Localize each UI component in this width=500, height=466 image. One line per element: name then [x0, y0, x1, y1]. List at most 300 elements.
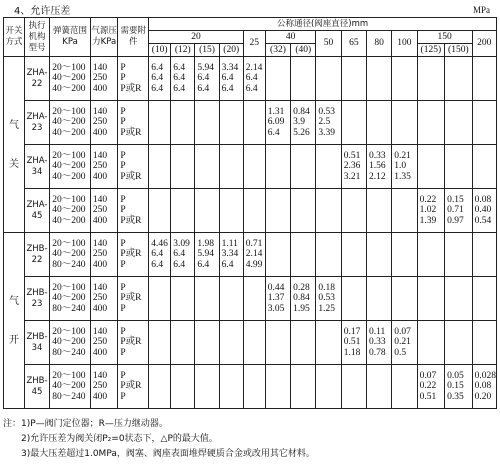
accessory-cell — [118, 233, 149, 277]
accessory-value: P或R — [120, 381, 142, 392]
pressure-diff-cell — [392, 145, 417, 189]
pressure-diff-cell — [366, 101, 391, 145]
spring-range-value: 40～200 — [52, 127, 86, 138]
accessory-cell — [118, 189, 149, 233]
pressure-diff-value: 0.33 — [368, 337, 386, 348]
pressure-diff-cell — [265, 189, 290, 233]
actuator-model-cell: ZHB-45 — [24, 365, 49, 409]
pressure-diff-value: 4.46 — [151, 238, 168, 249]
pressure-diff-value: 0.51 — [343, 337, 361, 348]
accessory-value: P — [120, 347, 126, 358]
air-pressure-value: 140 — [92, 282, 108, 293]
air-pressure-value: 140 — [92, 194, 108, 205]
pressure-diff-value: 0.21 — [394, 150, 411, 161]
spring-range-value: 40～200 — [52, 117, 86, 128]
pressure-diff-value: 0.08 — [474, 194, 492, 205]
air-pressure-value: 400 — [92, 215, 108, 226]
pressure-diff-cell — [219, 321, 243, 365]
pressure-diff-cell — [472, 101, 496, 145]
pressure-diff-cell — [445, 233, 473, 277]
accessory-cell — [118, 101, 149, 145]
actuator-model-cell: ZHA-34 — [24, 145, 49, 189]
pressure-diff-value: 0.44 — [267, 282, 285, 293]
table-row — [4, 365, 497, 409]
actuator-model-cell: ZHB-23 — [24, 277, 49, 321]
pressure-diff-value: 6.4 — [221, 259, 234, 270]
pressure-diff-value: 0.15 — [447, 381, 464, 392]
pressure-diff-value: 0.51 — [419, 391, 437, 402]
pressure-diff-cell — [219, 189, 243, 233]
spring-range-value: 40～200 — [52, 205, 86, 216]
air-pressure-value: 250 — [92, 205, 108, 216]
spring-range-cell — [50, 321, 91, 365]
pressure-diff-value: 6.4 — [173, 73, 186, 84]
pressure-diff-value: 0.53 — [318, 106, 336, 117]
switch-mode-char: 气 — [8, 119, 19, 131]
air-pressure-value: 140 — [92, 370, 108, 381]
pressure-diff-cell — [445, 145, 473, 189]
pressure-diff-value: 0.15 — [447, 194, 464, 205]
air-pressure-value: 140 — [92, 150, 108, 161]
pressure-diff-value: 0.20 — [474, 391, 492, 402]
pressure-diff-cell — [417, 321, 445, 365]
pressure-diff-cell — [149, 233, 171, 277]
note-line: 2)允许压差为阀关闭P₂=0状态下，△P的最大值。 — [21, 434, 218, 444]
pressure-diff-cell — [149, 57, 171, 101]
switch-mode-char: 关 — [8, 158, 19, 170]
allowable-pressure-table — [3, 17, 497, 409]
spring-range-value: 20～100 — [52, 282, 86, 293]
pressure-diff-cell — [316, 233, 341, 277]
pressure-diff-value: 6.4 — [197, 73, 210, 84]
dn-sub-header: (125) — [417, 44, 445, 57]
dn-sub-header: (15) — [195, 44, 219, 57]
switch-mode-char: 气 — [8, 295, 19, 307]
pressure-diff-cell — [195, 101, 219, 145]
air-pressure-value: 250 — [92, 337, 108, 348]
air-pressure-cell — [90, 189, 118, 233]
pressure-diff-cell — [316, 145, 341, 189]
air-pressure-value: 140 — [92, 106, 108, 117]
pressure-diff-value: 2.14 — [245, 249, 263, 260]
pressure-diff-cell — [195, 189, 219, 233]
pressure-diff-value: 0.21 — [394, 337, 411, 348]
accessory-value: P — [120, 117, 126, 128]
note-line: 注：1)P—阀门定位器；R—压力继动器。 — [3, 419, 168, 429]
spring-range-value: 20～100 — [52, 150, 86, 161]
accessory-value: P或R — [120, 249, 142, 260]
pressure-diff-cell — [219, 277, 243, 321]
pressure-diff-cell — [291, 145, 316, 189]
air-pressure-value: 400 — [92, 127, 108, 138]
spring-range-value: 20～100 — [52, 238, 86, 249]
spring-range-cell — [50, 365, 91, 409]
accessory-cell — [118, 57, 149, 101]
pressure-diff-cell — [341, 365, 366, 409]
pressure-diff-value: 3.9 — [293, 117, 305, 128]
accessory-value: P — [120, 370, 126, 381]
pressure-diff-value: 2.12 — [368, 171, 386, 182]
table-row — [4, 277, 497, 321]
spring-range-cell — [50, 101, 91, 145]
spring-range-value: 40～200 — [52, 171, 86, 182]
pressure-diff-cell — [171, 321, 195, 365]
pressure-diff-cell — [195, 145, 219, 189]
accessory-cell — [118, 321, 149, 365]
pressure-diff-cell — [291, 101, 316, 145]
pressure-diff-value: 0.84 — [293, 106, 310, 117]
dn-header: 50 — [316, 31, 341, 57]
pressure-diff-cell — [265, 145, 290, 189]
pressure-diff-value: 1.39 — [419, 215, 437, 226]
accessory-value: P或R — [120, 83, 142, 94]
air-pressure-value: 250 — [92, 381, 108, 392]
pressure-diff-value: 1.37 — [267, 293, 285, 304]
pressure-diff-value: 6.4 — [173, 62, 186, 73]
spring-range-cell — [50, 277, 91, 321]
pressure-diff-cell — [243, 365, 265, 409]
pressure-diff-value: 0.54 — [474, 215, 492, 226]
pressure-diff-cell — [219, 233, 243, 277]
pressure-diff-value: 6.4 — [151, 249, 164, 260]
pressure-diff-cell — [366, 145, 391, 189]
spring-range-value: 20～100 — [52, 370, 86, 381]
pressure-diff-cell — [445, 57, 473, 101]
air-pressure-cell — [90, 277, 118, 321]
pressure-diff-cell — [472, 189, 496, 233]
unit-label: MPa — [472, 5, 490, 15]
pressure-diff-value: 1.56 — [368, 161, 386, 172]
pressure-diff-cell — [417, 101, 445, 145]
pressure-diff-value: 0.28 — [293, 282, 310, 293]
pressure-diff-cell — [171, 233, 195, 277]
accessory-value: P — [120, 326, 126, 337]
spring-range-cell — [50, 57, 91, 101]
pressure-diff-value: 3.09 — [173, 238, 190, 249]
spring-range-value: 80～240 — [52, 347, 86, 358]
pressure-diff-value: 2.14 — [245, 62, 263, 73]
pressure-diff-value: 0.028 — [474, 370, 496, 381]
pressure-diff-cell — [392, 233, 417, 277]
dn-sub-header: (20) — [219, 44, 243, 57]
air-pressure-cell — [90, 57, 118, 101]
pressure-diff-value: 1.98 — [197, 238, 215, 249]
pressure-diff-value: 1.95 — [293, 303, 310, 314]
pressure-diff-cell — [171, 57, 195, 101]
pressure-diff-cell — [392, 189, 417, 233]
pressure-diff-value: 4.99 — [245, 259, 263, 270]
pressure-diff-cell — [366, 365, 391, 409]
pressure-diff-value: 5.94 — [197, 62, 215, 73]
pressure-diff-cell — [392, 321, 417, 365]
pressure-diff-value: 0.05 — [447, 370, 464, 381]
pressure-diff-cell — [265, 101, 290, 145]
air-pressure-value: 400 — [92, 391, 108, 402]
air-pressure-value: 400 — [92, 347, 108, 358]
dn-header: 25 — [243, 31, 265, 57]
pressure-diff-cell — [171, 189, 195, 233]
pressure-diff-value: 2.36 — [343, 161, 361, 172]
air-pressure-value: 250 — [92, 293, 108, 304]
pressure-diff-cell — [392, 277, 417, 321]
nominal-diameter-header: 公称通径(阀座直径)mm — [149, 18, 497, 31]
pressure-diff-cell — [316, 321, 341, 365]
pressure-diff-cell — [291, 321, 316, 365]
table-row — [4, 321, 497, 365]
pressure-diff-value: 1.0 — [394, 161, 407, 172]
pressure-diff-cell — [366, 233, 391, 277]
pressure-diff-value: 3.34 — [221, 249, 239, 260]
pressure-diff-cell — [265, 321, 290, 365]
pressure-diff-value: 3.05 — [267, 303, 285, 314]
pressure-diff-cell — [472, 321, 496, 365]
pressure-diff-cell — [417, 277, 445, 321]
air-pressure-value: 400 — [92, 83, 108, 94]
pressure-diff-cell — [265, 57, 290, 101]
switch-mode-cell — [4, 57, 25, 233]
pressure-diff-cell — [341, 145, 366, 189]
pressure-diff-cell — [149, 189, 171, 233]
pressure-diff-value: 0.97 — [447, 215, 464, 226]
pressure-diff-value: 0.22 — [419, 194, 437, 205]
pressure-diff-value: 1.02 — [419, 205, 437, 216]
pressure-diff-cell — [472, 145, 496, 189]
dn-sub-header: (40) — [291, 44, 316, 57]
pressure-diff-value: 6.4 — [151, 62, 164, 73]
pressure-diff-value: 6.4 — [151, 73, 164, 84]
pressure-diff-cell — [171, 365, 195, 409]
accessory-header: 需要附件 — [118, 18, 149, 57]
pressure-diff-cell — [219, 101, 243, 145]
spring-range-value: 40～200 — [52, 381, 86, 392]
actuator-model-cell: ZHB-22 — [24, 233, 49, 277]
pressure-diff-cell — [149, 321, 171, 365]
pressure-diff-cell — [171, 101, 195, 145]
pressure-diff-value: 6.4 — [173, 259, 186, 270]
pressure-diff-value: 6.4 — [197, 259, 210, 270]
air-pressure-cell — [90, 365, 118, 409]
pressure-diff-value: 5.26 — [293, 127, 310, 138]
pressure-diff-cell — [243, 321, 265, 365]
notes — [3, 417, 315, 462]
dn-sub-header: (12) — [171, 44, 195, 57]
pressure-diff-cell — [265, 233, 290, 277]
pressure-diff-cell — [417, 233, 445, 277]
pressure-diff-cell — [243, 189, 265, 233]
spring-range-cell — [50, 145, 91, 189]
spring-range-value: 20～100 — [52, 62, 86, 73]
pressure-diff-value: 3.39 — [318, 127, 336, 138]
actuator-model-header: 执行机构型号 — [24, 18, 49, 57]
pressure-diff-cell — [195, 365, 219, 409]
pressure-diff-value: 6.4 — [151, 83, 164, 94]
air-pressure-cell — [90, 321, 118, 365]
pressure-diff-cell — [316, 101, 341, 145]
air-pressure-value: 250 — [92, 249, 108, 260]
pressure-diff-value: 0.08 — [474, 381, 492, 392]
spring-range-cell — [50, 233, 91, 277]
pressure-diff-value: 0.17 — [343, 326, 361, 337]
pressure-diff-value: 6.4 — [221, 83, 234, 94]
accessory-cell — [118, 145, 149, 189]
pressure-diff-cell — [417, 189, 445, 233]
pressure-diff-cell — [219, 145, 243, 189]
pressure-diff-value: 0.78 — [368, 347, 386, 358]
pressure-diff-cell — [366, 277, 391, 321]
accessory-value: P或R — [120, 337, 142, 348]
pressure-diff-cell — [149, 145, 171, 189]
pressure-diff-value: 0.71 — [447, 205, 464, 216]
pressure-diff-cell — [341, 233, 366, 277]
air-pressure-value: 400 — [92, 303, 108, 314]
pressure-diff-cell — [472, 277, 496, 321]
pressure-diff-value: 0.71 — [245, 238, 263, 249]
pressure-diff-cell — [316, 189, 341, 233]
section-title: 4、允许压差 — [14, 6, 71, 17]
pressure-diff-value: 0.07 — [419, 370, 437, 381]
pressure-diff-value: 0.40 — [474, 205, 492, 216]
spring-range-value: 20～100 — [52, 194, 86, 205]
pressure-diff-value: 1.18 — [343, 347, 361, 358]
pressure-diff-value: 1.31 — [267, 106, 285, 117]
pressure-diff-cell — [392, 101, 417, 145]
pressure-diff-value: 0.18 — [318, 282, 336, 293]
accessory-value: P — [120, 238, 126, 249]
spring-range-value: 20～100 — [52, 106, 86, 117]
accessory-cell — [118, 277, 149, 321]
pressure-diff-cell — [195, 321, 219, 365]
pressure-diff-cell — [195, 277, 219, 321]
pressure-diff-cell — [341, 57, 366, 101]
air-pressure-cell — [90, 145, 118, 189]
pressure-diff-cell — [219, 57, 243, 101]
pressure-diff-cell — [243, 233, 265, 277]
accessory-value: P — [120, 73, 126, 84]
accessory-value: P — [120, 106, 126, 117]
pressure-diff-value: 2.5 — [318, 117, 331, 128]
pressure-diff-cell — [445, 189, 473, 233]
pressure-diff-cell — [445, 277, 473, 321]
switch-mode-cell — [4, 233, 25, 409]
air-pressure-cell — [90, 101, 118, 145]
pressure-diff-value: 0.22 — [419, 381, 437, 392]
pressure-diff-cell — [417, 365, 445, 409]
dn-header: 20 — [149, 31, 244, 44]
pressure-diff-cell — [149, 101, 171, 145]
pressure-diff-cell — [341, 277, 366, 321]
accessory-value: P — [120, 303, 126, 314]
air-pressure-value: 250 — [92, 117, 108, 128]
pressure-diff-cell — [219, 365, 243, 409]
pressure-diff-value: 3.34 — [221, 62, 239, 73]
dn-sub-header: (32) — [265, 44, 290, 57]
pressure-diff-cell — [149, 365, 171, 409]
pressure-diff-value: 0.84 — [293, 293, 310, 304]
pressure-diff-value: 6.4 — [151, 259, 164, 270]
pressure-diff-cell — [341, 321, 366, 365]
spring-range-cell — [50, 189, 91, 233]
spring-range-value: 40～200 — [52, 215, 86, 226]
dn-header: 65 — [341, 31, 366, 57]
pressure-diff-cell — [417, 145, 445, 189]
pressure-diff-value: 0.51 — [343, 150, 361, 161]
dn-sub-header: (150) — [445, 44, 473, 57]
spring-range-value: 40～200 — [52, 83, 86, 94]
pressure-diff-cell — [171, 277, 195, 321]
pressure-diff-cell — [243, 57, 265, 101]
pressure-diff-cell — [243, 145, 265, 189]
pressure-diff-cell — [243, 277, 265, 321]
pressure-diff-value: 3.21 — [343, 171, 361, 182]
pressure-diff-cell — [316, 365, 341, 409]
accessory-value: P或R — [120, 215, 142, 226]
pressure-diff-value: 6.4 — [173, 249, 186, 260]
pressure-diff-cell — [291, 189, 316, 233]
spring-range-value: 80～240 — [52, 259, 86, 270]
pressure-diff-value: 0.07 — [394, 326, 411, 337]
spring-range-value: 40～200 — [52, 161, 86, 172]
accessory-value: P — [120, 259, 126, 270]
pressure-diff-cell — [291, 233, 316, 277]
dn-header: 200 — [472, 31, 496, 57]
actuator-model-cell: ZHA-45 — [24, 189, 49, 233]
pressure-diff-value: 1.25 — [318, 303, 336, 314]
pressure-diff-value: 1.11 — [221, 238, 238, 249]
accessory-value: P — [120, 161, 126, 172]
air-pressure-value: 250 — [92, 161, 108, 172]
pressure-diff-value: 0.5 — [394, 347, 407, 358]
pressure-diff-cell — [366, 321, 391, 365]
table-row — [4, 101, 497, 145]
spring-range-value: 80～240 — [52, 303, 86, 314]
air-pressure-cell — [90, 233, 118, 277]
accessory-value: P或R — [120, 127, 142, 138]
switch-mode-char: 开 — [8, 334, 19, 346]
pressure-diff-value: 6.4 — [267, 127, 280, 138]
pressure-diff-value: 6.4 — [221, 73, 234, 84]
pressure-diff-value: 1.35 — [394, 171, 411, 182]
pressure-diff-value: 6.4 — [245, 83, 258, 94]
air-pressure-value: 140 — [92, 62, 108, 73]
accessory-value: P — [120, 391, 126, 402]
pressure-diff-value: 6.4 — [197, 83, 210, 94]
pressure-diff-value: 0.11 — [368, 326, 386, 337]
pressure-diff-cell — [445, 321, 473, 365]
note-line: 3)最大压差超过1.0MPa，阀塞、阀座表面堆焊硬质合金或改用其它材料。 — [21, 449, 315, 459]
pressure-diff-cell — [243, 101, 265, 145]
spring-range-value: 40～200 — [52, 337, 86, 348]
pressure-diff-cell — [341, 189, 366, 233]
pressure-diff-value: 0.33 — [368, 150, 386, 161]
pressure-diff-cell — [195, 57, 219, 101]
pressure-diff-cell — [366, 57, 391, 101]
accessory-value: P — [120, 194, 126, 205]
air-pressure-value: 400 — [92, 171, 108, 182]
air-pressure-value: 400 — [92, 259, 108, 270]
pressure-diff-cell — [472, 233, 496, 277]
actuator-model-cell: ZHB-34 — [24, 321, 49, 365]
accessory-value: P — [120, 62, 126, 73]
dn-header: 80 — [366, 31, 391, 57]
pressure-diff-cell — [341, 101, 366, 145]
air-pressure-value: 140 — [92, 238, 108, 249]
pressure-diff-value: 6.4 — [245, 73, 258, 84]
pressure-diff-cell — [265, 365, 290, 409]
pressure-diff-cell — [472, 365, 496, 409]
spring-range-value: 40～200 — [52, 293, 86, 304]
pressure-diff-cell — [392, 57, 417, 101]
accessory-value: P — [120, 150, 126, 161]
